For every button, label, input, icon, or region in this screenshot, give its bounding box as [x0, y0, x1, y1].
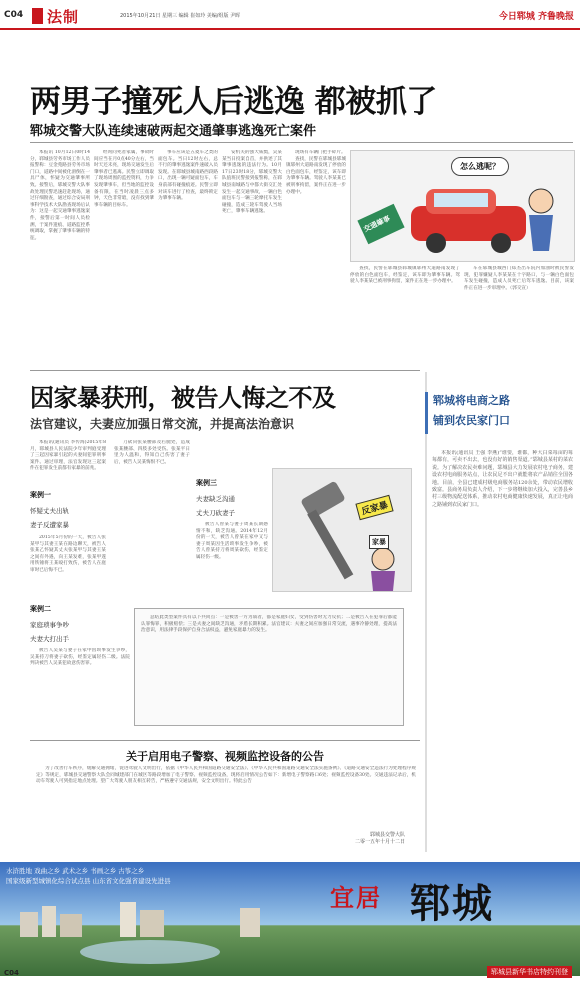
notice-text: 为了改善行车秩序，缓解交通拥堵，促进驾驶人文明出行，依据《中华人民共和国道路交通安全法》、《中华人民共和国道路交通安全法实施条例》、《道路交通安全违法行为处理程序规定》等规定，郓城县交通警察大队会同城建部门在城区等路段增加了电子警察、视频监控设备，现将启用情况公告如下：新增电子警察路口6处；视频监控设备30处。交通违法记录后，机动车驾驶人可到指定地点处理。望广大驾驶人朋友相互转告，严格遵守交通法规，安全文明出行。特此公告	[36, 766, 416, 785]
story1-headline: 两男子撞死人后逃逸 都被抓了	[30, 84, 437, 120]
cartoon-illustration	[350, 150, 575, 262]
newspaper-logo: 今日郓城 齐鲁晚报	[498, 12, 574, 22]
side-headline-line-1: 郓城将电商之路	[433, 394, 510, 407]
ad-tagline-2: 国家级新型城镇化综合试点县 山东省文化强省建设先进县	[6, 877, 171, 885]
story2-intro: 本报讯(通讯员 李传海)2015年8月，郓城县人民法院少年审判庭受理了三起因家暴引起的夫妻间犯罪刑事案件。通过审理，法官发现这三起案件在犯罪发生前都有家暴的前兆。	[30, 440, 106, 472]
side-story-text: 本报讯(通讯员 王强 李燕)“谁要，谁都，种大白菜每亩的每每都有，可卖不出去，也没有好的销售渠道。”郓城县某村的菜农说。为了解决农民卖难问题，郓城县大力发展农村电子商务，建设农村电商服务站点，让农民足不出户就能将农产品销往全国各地。目前，全县已建成村级电商服务站120余处，带动农民增收致富。县商务局负责人介绍，下一步将继续加大投入，完善县乡村三级物流配送体系，推动农村电商健康快速发展，真正让电商之路铺到农民家门口。	[432, 450, 573, 508]
speech-bubble: 怎么逃呢？	[451, 157, 509, 176]
divider	[30, 370, 420, 371]
case3-subtitle-2: 丈夫刀砍妻子	[196, 509, 235, 517]
violence-sign: 家暴	[369, 535, 389, 549]
cartoon-sign: 交通肇事	[362, 214, 392, 234]
summary-text: 总结此类型案件具有以下共同点：一是被害一方为弱者，都是家庭妇女，受到伤害时无力反抗；二是被告人在犯罪后都能认罪悔罪，积极赔偿；三是夫妻之间缺乏沟通，矛盾长期积累。法官建议：夫妻之间应加强日常交流，遇事冷静处理，提高法治意识，用法律手段保护自身合法权益，避免家庭暴力的发生。	[141, 615, 397, 634]
divider	[30, 142, 573, 143]
anti-violence-sign: 反家暴	[355, 495, 393, 520]
ad-title: 宜居	[330, 884, 382, 912]
gavel-icon	[273, 469, 411, 591]
story1-subhead: 郓城交警大队连续速破两起交通肇事逃逸死亡案件	[30, 124, 317, 139]
footer-page-number: C04	[4, 969, 19, 977]
side-headline-line-2: 铺到农民家门口	[433, 414, 510, 427]
case3-label: 案例三	[196, 479, 217, 487]
case3-subtitle-1: 夫妻缺乏沟通	[196, 495, 235, 503]
notice-issuer: 郓城县交警大队	[369, 832, 405, 838]
case1-subtitle-2: 妻子反遭家暴	[30, 521, 69, 529]
case2-subtitle-2: 夫妻大打出手	[30, 635, 69, 643]
story2-mid-text: 刀砍向张某腰部及右腿处，造成张某腰部、四肢多处受伤。张某平日里为人温和，得知自己伤害了妻子后，被告人吴某悔恨不已。	[114, 440, 190, 465]
story1-column-2: 经询问死者家属，事故时间应当在月0点40分左右，当时天还未亮，现场交通发生后肇事者已逃离。民警立即调取了现场周围的监控资料，力争发现肇事车，但当地的监控设备有限，在当时凌晨三点多钟，天色非常暗，没有找到肇事车辆的目标车。	[94, 150, 154, 208]
ad-credit: 郓城县新华书店特约刊登	[487, 966, 572, 978]
story2-subhead: 法官建议，夫妻应加强日常交流，并提高法治意识	[30, 417, 295, 431]
headline-accent	[425, 392, 428, 434]
story2-headline: 因家暴获刑，被告人悔之不及	[30, 384, 336, 412]
issue-meta: 2015年10月21日 星期三 编辑 崔如玲 美编/组版 尹晖	[120, 13, 241, 19]
story1-column-6: 查找，民警在郓城县郓城镇郓州大道路南发现了停放的白色面包车，经鉴定，该车即为肇事车辆。驾驶人李某某已被刑事拘留，案件正在进一步办理中。	[350, 266, 460, 285]
notice-title: 关于启用电子警察、视频监控设备的公告	[126, 750, 324, 763]
anti-domestic-violence-illustration	[272, 468, 412, 592]
header-rule	[0, 28, 580, 30]
ad-brand: 郓城	[410, 880, 494, 927]
notice-signature	[305, 832, 405, 846]
case1-label: 案例一	[30, 491, 51, 499]
story1-column-1: 本报讯 10月12日0时14分，郓城县劳务市场工作人员报警称：豆金苑路县劳务市场门口，道路中间被化滑倒在一具尸体，怀疑为交通肇事所致。接警后，郓城交警大队事故处理民警迅速赶赴现场，通过仔细勘查，通过综合安局刑事科学技术大队勘查现场后认为：这是一起交通肇事逃逸案件，接警后第一时间人员检测，于案件遗痕、道路监控系统调取，掌握了肇事车辆的特征。	[30, 150, 90, 241]
case2-label: 案例二	[30, 605, 51, 613]
advertisement-banner	[0, 862, 580, 976]
side-story-headline	[425, 392, 575, 442]
story1-column-5: 现场有车辆门把手碎片。 查找，民警在郓城县郓城镇郓州大道路南发现了停放的白色面包车，经鉴定，该车即为肇事车辆。驾驶人李某某已被刑事拘留，案件正在进一步办理中。	[286, 150, 346, 195]
section-name: 法制	[47, 8, 80, 26]
story1-column-4: 安机关的强大威慑，吴某某当日投案自首，并供述了其肇事逃逸的违法行为。10月17日23时18分，郓城交警大队值班民警接到报警称，在郓城县南城路与中都大街交汇处发生一起交通事故，一辆白色面包车与一辆三轮摩托车发生碰撞，造成三轮车驾驶人当场死亡，肇事车辆逃逸。	[222, 150, 282, 215]
car-crash-cartoon-icon	[351, 151, 574, 261]
notice-date: 二零一五年十月十二日	[354, 839, 405, 845]
ad-tagline-1: 水浒胜地 戏曲之乡 武术之乡 书画之乡 古筝之乡	[6, 867, 145, 875]
case3-text: 被告人曾某与妻子周某长期感情不和，缺乏沟通。2014年12月份的一天，被告人曾某在家中又与妻子周某因生活琐事发生争吵，被告人曾某持刀将周某砍伤，经鉴定属轻伤一级。	[196, 522, 268, 560]
page-number: C04	[4, 10, 24, 20]
case1-text: 2015年5月份的一天，被告人张某甲与其妻王某在路边聊天，被告人张某乙怀疑其丈夫张某甲与其妻王某之间有外遇，向王某发难，张某甲遂用铁锤将王某殴打致伤，被告人在庭审时已后悔不已。	[30, 535, 106, 573]
case1-subtitle-1: 怀疑丈夫出轨	[30, 507, 69, 515]
page-header	[0, 0, 580, 34]
section-marker	[32, 8, 43, 24]
divider	[30, 740, 420, 741]
story1-column-3: 事车应该是五菱车之类的面包车。当日12时左右，总不行的肇事逃逸案件速破入员发现。在郓城县城南路西段路口，出现一辆可疑面包车，车身前部有碰撞痕迹。民警立即对该车进行了检查，最终锁定为肇事车辆。	[158, 150, 218, 202]
column-divider	[425, 372, 427, 852]
case2-subtitle-1: 家庭琐事争吵	[30, 621, 69, 629]
story1-column-7: 车在郓城县城西门郑杰出车院内加油时被民警发现，犯罪嫌疑人李某某在十字路口，与一辆白色面包车发生碰撞，造成人员死亡后驾车逃逸。目前，该案件正在进一步审理中。（郭交宣）	[464, 266, 574, 291]
case2-text: 被告人吴某与妻子在家中因琐事发生争吵，吴某持刀将妻子砍伤，经鉴定属轻伤二级。法院判决被告人吴某犯故意伤害罪。	[30, 648, 130, 667]
section-label	[32, 6, 102, 26]
summary-box	[134, 608, 404, 726]
